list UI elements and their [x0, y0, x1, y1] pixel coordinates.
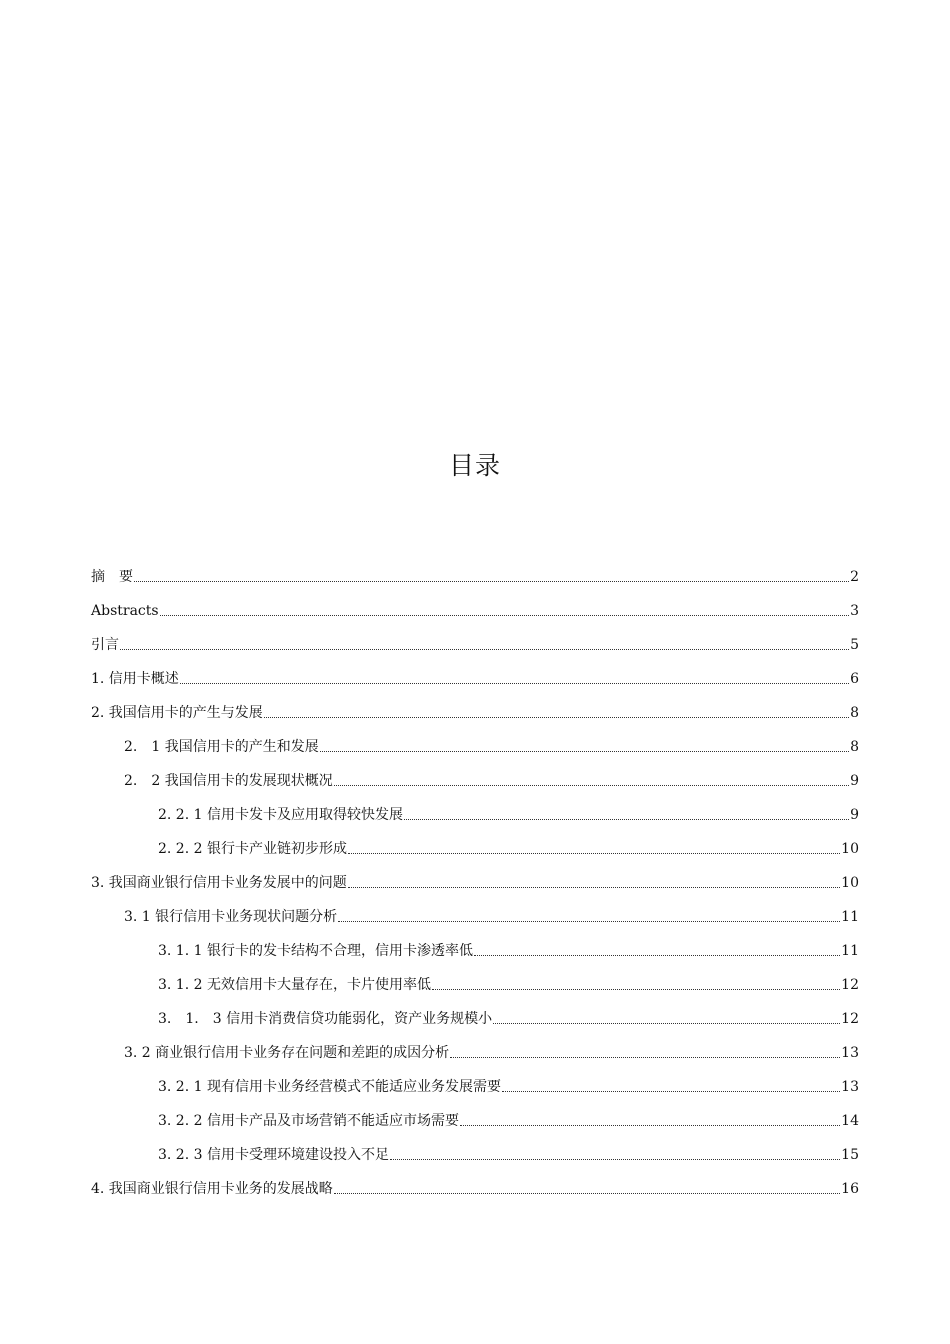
toc-entry-label: 2. 我国信用卡的产生与发展 — [91, 705, 263, 721]
toc-entry[interactable] — [124, 732, 859, 756]
toc-dot-leader — [432, 989, 840, 990]
toc-entry-label: 3. 2. 1 现有信用卡业务经营模式不能适应业务发展需要 — [158, 1079, 501, 1095]
toc-dot-leader — [334, 785, 849, 786]
toc-entry[interactable] — [158, 1140, 859, 1164]
toc-dot-leader — [404, 819, 849, 820]
toc-entry-label: 3. 2. 3 信用卡受理环境建设投入不足 — [158, 1147, 389, 1163]
toc-entry-label: 引言 — [91, 637, 119, 653]
toc-dot-leader — [338, 921, 840, 922]
toc-entry[interactable] — [158, 936, 859, 960]
toc-entry-page: 11 — [841, 943, 859, 959]
toc-entry-page: 10 — [841, 841, 859, 857]
toc-entry-label: 3. 我国商业银行信用卡业务发展中的问题 — [91, 875, 347, 891]
toc-entry[interactable] — [158, 970, 859, 994]
toc-dot-leader — [160, 615, 850, 616]
toc-entry-page: 9 — [850, 807, 859, 823]
toc-entry-label: 1. 信用卡概述 — [91, 671, 179, 687]
toc-entry[interactable] — [124, 766, 859, 790]
toc-entry[interactable] — [91, 630, 859, 654]
toc-dot-leader — [348, 853, 840, 854]
toc-entry[interactable] — [158, 834, 859, 858]
toc-entry-page: 14 — [841, 1113, 859, 1129]
toc-entry[interactable] — [124, 902, 859, 926]
toc-dot-leader — [450, 1057, 840, 1058]
toc-entry-label: 3. 1 银行信用卡业务现状问题分析 — [124, 909, 338, 925]
toc-dot-leader — [493, 1023, 840, 1024]
toc-entry-label: 3. 2. 2 信用卡产品及市场营销不能适应市场需要 — [158, 1113, 459, 1129]
toc-dot-leader — [264, 717, 849, 718]
toc-dot-leader — [320, 751, 849, 752]
toc-entry-label: 摘 要 — [91, 569, 133, 585]
toc-dot-leader — [502, 1091, 840, 1092]
toc-entry[interactable] — [158, 1106, 859, 1130]
toc-entry-page: 6 — [850, 671, 859, 687]
toc-entry-page: 12 — [841, 977, 859, 993]
toc-entry-page: 9 — [850, 773, 859, 789]
toc-dot-leader — [390, 1159, 840, 1160]
toc-entry-label: 2. 2. 1 信用卡发卡及应用取得较快发展 — [158, 807, 403, 823]
toc-entry-page: 15 — [841, 1147, 859, 1163]
toc-entry[interactable] — [91, 698, 859, 722]
toc-entry-page: 11 — [841, 909, 859, 925]
toc-entry[interactable] — [158, 800, 859, 824]
toc-entry[interactable] — [158, 1004, 859, 1028]
toc-entry-page: 12 — [841, 1011, 859, 1027]
toc-entry-label: 2. 2 我国信用卡的发展现状概况 — [124, 773, 333, 789]
toc-entry[interactable] — [91, 664, 859, 688]
toc-entry-label: 3. 2 商业银行信用卡业务存在问题和差距的成因分析 — [124, 1045, 450, 1061]
toc-entry[interactable] — [91, 1174, 859, 1198]
toc-dot-leader — [334, 1193, 840, 1194]
toc-entry[interactable] — [91, 596, 859, 620]
toc-entry-label: 3. 1. 3 信用卡消费信贷功能弱化，资产业务规模小 — [158, 1011, 493, 1027]
toc-entry-label: 2. 2. 2 银行卡产业链初步形成 — [158, 841, 347, 857]
toc-entry[interactable] — [158, 1072, 859, 1096]
toc-dot-leader — [460, 1125, 840, 1126]
toc-entry-page: 8 — [850, 739, 859, 755]
toc-dot-leader — [120, 649, 849, 650]
toc-title: 目录 — [448, 451, 501, 480]
toc-dot-leader — [348, 887, 840, 888]
toc-entry-page: 10 — [841, 875, 859, 891]
toc-entry-label: Abstracts — [91, 603, 159, 619]
toc-entry-page: 8 — [850, 705, 859, 721]
toc-entry-label: 3. 1. 1 银行卡的发卡结构不合理，信用卡渗透率低 — [158, 943, 473, 959]
toc-entry-label: 3. 1. 2 无效信用卡大量存在，卡片使用率低 — [158, 977, 431, 993]
toc-dot-leader — [180, 683, 849, 684]
toc-entry-page: 13 — [841, 1045, 859, 1061]
toc-entry[interactable] — [91, 562, 859, 586]
toc-entry[interactable] — [124, 1038, 859, 1062]
toc-entry-label: 4. 我国商业银行信用卡业务的发展战略 — [91, 1181, 333, 1197]
toc-entry[interactable] — [91, 868, 859, 892]
toc-entry-page: 3 — [850, 603, 859, 619]
toc-entry-page: 2 — [850, 569, 859, 585]
toc-entry-page: 5 — [850, 637, 859, 653]
toc-dot-leader — [134, 581, 849, 582]
toc-entry-label: 2. 1 我国信用卡的产生和发展 — [124, 739, 319, 755]
toc-entry-page: 16 — [841, 1181, 859, 1197]
toc-dot-leader — [474, 955, 840, 956]
toc-entry-page: 13 — [841, 1079, 859, 1095]
